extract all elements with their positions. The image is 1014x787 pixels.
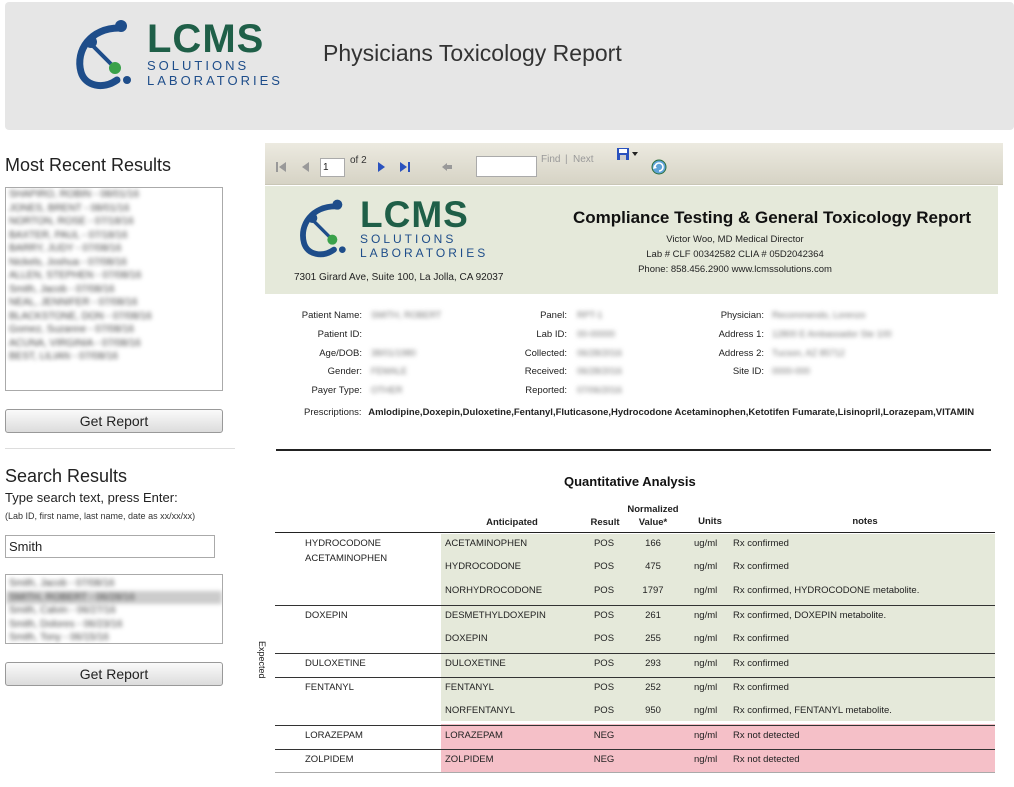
- lab-field-label: Reported:: [525, 385, 567, 396]
- result-value: POS: [593, 633, 615, 644]
- lab-field-label: Received:: [524, 366, 567, 377]
- col-anticipated: Anticipated: [486, 517, 538, 528]
- last-page-icon[interactable]: [399, 161, 411, 173]
- units-value: ng/ml: [694, 658, 718, 669]
- lcms-logo: [69, 14, 283, 94]
- search-results-title: Search Results: [5, 466, 128, 486]
- analyte-name: DOXEPIN: [445, 633, 488, 644]
- report-logo-sub-text-2: LABORATORIES: [360, 245, 489, 260]
- recent-result-item[interactable]: BAXTER, PAUL - 07/18/16: [9, 229, 128, 241]
- recent-result-item[interactable]: Smith, Jacob - 07/08/16: [9, 283, 115, 295]
- recent-result-item[interactable]: Nickels, Joshua - 07/08/16: [9, 256, 127, 268]
- notes-value: Rx confirmed: [733, 633, 789, 644]
- search-result-item[interactable]: Smith, Tony - 06/15/16: [9, 632, 109, 643]
- result-value: POS: [593, 705, 615, 716]
- analyte-name: ACETAMINOPHEN: [445, 538, 528, 549]
- analyte-name: DESMETHYLDOXEPIN: [445, 610, 546, 621]
- search-result-item[interactable]: Smith, Dolores - 06/23/16: [9, 618, 123, 630]
- prescriptions-list: Amlodipine,Doxepin,Duloxetine,Fentanyl,Fluticasone,Hydrocodone Acetaminophen,Ketotifen Fumarate,Lisinopril,Lorazepam,VITAMIN: [368, 407, 975, 418]
- group-divider: [275, 725, 995, 726]
- lab-field-value: 00-00000: [577, 329, 616, 339]
- notes-value: Rx confirmed: [733, 561, 789, 572]
- app-header: [5, 2, 1014, 130]
- search-result-item[interactable]: Smith, Calvin - 06/27/16: [9, 605, 116, 616]
- table-header-line: [275, 532, 995, 533]
- analyte-name: FENTANYL: [445, 682, 494, 693]
- result-value: POS: [593, 610, 615, 621]
- analyte-name: LORAZEPAM: [445, 730, 503, 741]
- normalized-value: 475: [645, 561, 661, 572]
- page-count: of 2: [350, 155, 367, 166]
- group-divider: [275, 677, 995, 678]
- report-toolbar: [265, 143, 1003, 185]
- positive-results-bg: [441, 534, 995, 721]
- units-value: ng/ml: [694, 610, 718, 621]
- group-divider: [275, 653, 995, 654]
- result-value: NEG: [593, 754, 615, 765]
- page-number-value: 1: [323, 162, 329, 173]
- patient-field-value: FEMALE: [371, 366, 408, 376]
- analyte-name: NORFENTANYL: [445, 705, 516, 716]
- physician-field-label: Address 1:: [718, 329, 764, 340]
- normalized-value: 166: [645, 538, 661, 549]
- normalized-value: 255: [645, 633, 661, 644]
- lab-field-value: 06/28/2016: [577, 348, 623, 358]
- normalized-value: 261: [645, 610, 661, 621]
- result-value: POS: [593, 561, 615, 572]
- medical-director: Victor Woo, MD Medical Director: [666, 234, 804, 245]
- units-value: ng/ml: [694, 585, 718, 596]
- physician-field-value: Recommendo, Lorenzo: [772, 310, 866, 320]
- notes-value: Rx confirmed: [733, 682, 789, 693]
- notes-value: Rx confirmed: [733, 538, 789, 549]
- physician-field-label: Site ID:: [732, 366, 764, 377]
- expected-label: Expected: [257, 641, 267, 679]
- units-value: ng/ml: [694, 633, 718, 644]
- report-header: [265, 186, 998, 294]
- patient-field-label: Patient ID:: [317, 329, 362, 340]
- search-input[interactable]: [5, 535, 215, 558]
- group-divider: [275, 605, 995, 606]
- recent-result-item[interactable]: BARRY, JUDY - 07/08/16: [9, 243, 122, 254]
- drug-name: LORAZEPAM: [305, 730, 363, 741]
- drug-name: DULOXETINE: [305, 658, 366, 669]
- logo-sub-text-2: LABORATORIES: [147, 73, 283, 88]
- lab-field-label: Panel:: [540, 310, 567, 321]
- search-input-value: Smith: [9, 539, 43, 554]
- find-link[interactable]: Find: [541, 154, 561, 165]
- notes-value: Rx confirmed: [733, 658, 789, 669]
- page-title: Physicians Toxicology Report: [323, 40, 622, 66]
- patient-field-label: Patient Name:: [301, 310, 362, 321]
- negative-results-bg: [441, 724, 995, 772]
- first-page-icon[interactable]: [275, 161, 287, 173]
- recent-results-list[interactable]: [5, 187, 223, 391]
- drug-name-2: ACETAMINOPHEN: [305, 553, 388, 564]
- units-value: ng/ml: [694, 705, 718, 716]
- search-hint: Type search text, press Enter:: [5, 490, 178, 505]
- search-result-item[interactable]: Smith, Jacob - 07/08/16: [9, 578, 115, 589]
- group-divider: [275, 749, 995, 750]
- patient-field-label: Age/DOB:: [319, 348, 362, 359]
- lab-field-label: Collected:: [524, 348, 567, 359]
- recent-results-title: Most Recent Results: [5, 155, 172, 175]
- drug-name: FENTANYL: [305, 682, 354, 693]
- lab-license: Lab # CLF 00342582 CLIA # 05D2042364: [646, 249, 824, 260]
- physician-field-value: 0000-000: [772, 366, 811, 376]
- report-logo-sub-text: SOLUTIONS: [360, 231, 457, 246]
- refresh-icon[interactable]: [651, 159, 667, 175]
- lab-field-value: RPT-1: [577, 310, 603, 320]
- recent-result-item[interactable]: NORTON, ROSE - 07/18/16: [9, 216, 134, 227]
- search-format-hint: (Lab ID, first name, last name, date as xx/xx/xx): [5, 511, 196, 521]
- recent-result-item[interactable]: BLACKSTONE, DON - 07/08/16: [9, 310, 152, 322]
- previous-page-icon[interactable]: [300, 161, 310, 173]
- physician-field-value: Tucson, AZ 85712: [772, 348, 845, 358]
- next-page-icon[interactable]: [377, 161, 387, 173]
- search-result-item[interactable]: SMITH, ROBERT - 06/28/16: [6, 591, 222, 605]
- recent-result-item[interactable]: NEAL, JENNIFER - 07/08/16: [9, 297, 138, 308]
- notes-value: Rx confirmed, DOXEPIN metabolite.: [733, 610, 887, 621]
- col-normalized: Normalized: [627, 504, 679, 515]
- back-icon[interactable]: [441, 162, 453, 172]
- result-value: POS: [593, 658, 615, 669]
- normalized-value: 293: [645, 658, 661, 669]
- panel-divider: [5, 448, 235, 449]
- lab-field-label: Lab ID:: [536, 329, 567, 340]
- physician-field-label: Address 2:: [718, 348, 764, 359]
- report-molecule-logo-icon: [294, 194, 354, 262]
- physician-field-value: 12800 E Ambassador Ste 100: [772, 329, 892, 339]
- recent-result-item[interactable]: ACUNA, VIRGINIA - 07/08/16: [9, 337, 141, 349]
- units-value: ug/ml: [694, 538, 718, 549]
- page-number-input[interactable]: [320, 158, 345, 177]
- result-value: POS: [593, 682, 615, 693]
- recent-result-item[interactable]: BEST, LILIAN - 07/08/16: [9, 351, 118, 362]
- find-input[interactable]: [476, 156, 537, 177]
- lab-field-value: 06/28/2016: [577, 366, 623, 376]
- get-report-button[interactable]: Get Report: [5, 409, 223, 433]
- search-results-list[interactable]: [5, 574, 223, 644]
- drug-name: HYDROCODONE: [305, 538, 382, 549]
- recent-result-item[interactable]: SHAPIRO, ROBIN - 08/01/16: [9, 189, 140, 200]
- units-value: ng/ml: [694, 730, 718, 741]
- next-link[interactable]: Next: [573, 154, 594, 165]
- patient-field-label: Payer Type:: [311, 385, 362, 396]
- units-value: ng/ml: [694, 682, 718, 693]
- prescriptions-label: Prescriptions:: [304, 407, 362, 418]
- analyte-name: ZOLPIDEM: [445, 754, 494, 765]
- lab-field-value: 07/06/2016: [577, 385, 623, 395]
- lab-phone: Phone: 858.456.2900 www.lcmssolutions.com: [638, 264, 832, 275]
- toolbar-separator: |: [565, 154, 568, 165]
- save-export-icon[interactable]: [616, 147, 638, 161]
- units-value: ng/ml: [694, 754, 718, 765]
- drug-name: ZOLPIDEM: [305, 754, 354, 765]
- table-bottom-line: [275, 772, 995, 773]
- notes-value: Rx confirmed, HYDROCODONE metabolite.: [733, 585, 920, 596]
- col-result: Result: [590, 517, 620, 528]
- recent-result-item[interactable]: JONES, BRENT - 08/01/16: [9, 202, 130, 214]
- drug-name: DOXEPIN: [305, 610, 348, 621]
- prescriptions: [304, 407, 974, 418]
- get-report-button-2[interactable]: Get Report: [5, 662, 223, 686]
- lcms-molecule-logo-icon: [69, 14, 141, 94]
- quantitative-analysis-title: Quantitative Analysis: [564, 474, 696, 489]
- patient-field-value: SMITH, ROBERT: [371, 310, 442, 320]
- normalized-value: 1797: [642, 585, 664, 596]
- col-value: Value*: [638, 517, 668, 528]
- patient-field-label: Gender:: [327, 366, 362, 377]
- normalized-value: 252: [645, 682, 661, 693]
- report-logo-text: [360, 193, 489, 261]
- report-view: [257, 186, 1000, 787]
- result-value: POS: [593, 585, 615, 596]
- analyte-name: NORHYDROCODONE: [445, 585, 543, 596]
- lab-address: 7301 Girard Ave, Suite 100, La Jolla, CA 92037: [294, 272, 504, 283]
- units-value: ng/ml: [694, 561, 718, 572]
- logo-sub-text: SOLUTIONS: [147, 58, 250, 74]
- result-value: NEG: [593, 730, 615, 741]
- logo-text: [147, 19, 283, 89]
- logo-main-text: LCMS: [147, 17, 265, 62]
- recent-result-item[interactable]: ALLEN, STEPHEN - 07/08/16: [9, 270, 142, 281]
- section-divider: [276, 449, 991, 451]
- notes-value: Rx not detected: [733, 754, 800, 765]
- result-value: POS: [593, 538, 615, 549]
- analyte-name: DULOXETINE: [445, 658, 506, 669]
- report-lcms-logo: [294, 194, 488, 262]
- patient-field-value: OTHER: [371, 385, 403, 395]
- col-notes: notes: [852, 516, 878, 527]
- normalized-value: 950: [645, 705, 661, 716]
- report-logo-main-text: LCMS: [360, 193, 469, 235]
- analyte-name: HYDROCODONE: [445, 561, 522, 572]
- physician-field-label: Physician:: [720, 310, 764, 321]
- notes-value: Rx not detected: [733, 730, 800, 741]
- patient-field-value: 38/01/1980: [371, 348, 417, 358]
- notes-value: Rx confirmed, FENTANYL metabolite.: [733, 705, 892, 716]
- report-title: Compliance Testing & General Toxicology Report: [573, 208, 971, 227]
- recent-result-item[interactable]: Gomez, Suzanne - 07/08/16: [9, 324, 135, 335]
- col-units: Units: [698, 516, 722, 527]
- left-panel: [5, 140, 245, 686]
